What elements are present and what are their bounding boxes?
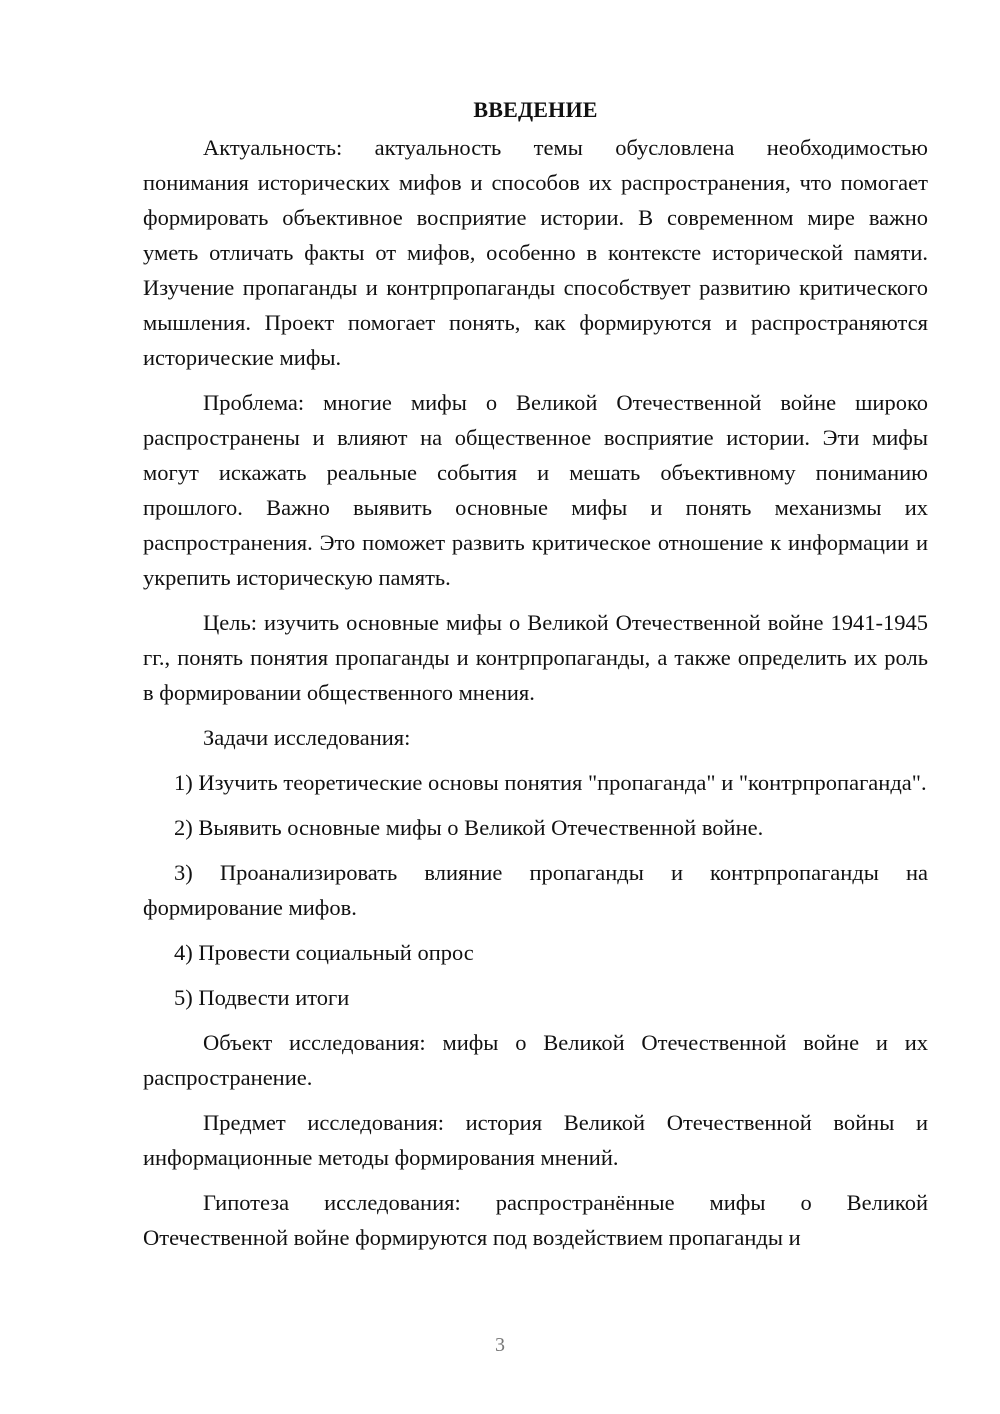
paragraph-goal: Цель: изучить основные мифы о Великой Отечественной войне 1941-1945 гг., понять понятия пропаганды и контрпропаганды, а также определить их роль в формировании общественного мнения. [143,610,928,705]
task-item-1: 1) Изучить теоретические основы понятия "пропаганда" и "контрпропаганда". [174,770,927,795]
paragraph-relevance: Актуальность: актуальность темы обусловлена необходимостью понимания исторических мифов и способов их распространения, что помогает формировать объективное восприятие истории. В современном мире важно уметь отличать факты от мифов, особенно в контексте исторической памяти. Изучение пропаганды и контрпропаганды способствует развитию критического мышления. Проект помогает понять, как формируются и распространяются исторические мифы. [143,135,928,370]
paragraph-tasks-heading: Задачи исследования: [203,725,411,750]
paragraph-subject: Предмет исследования: история Великой Отечественной войны и информационные методы формирования мнений. [143,1110,928,1170]
task-item-4: 4) Провести социальный опрос [174,940,474,965]
task-item-3: 3) Проанализировать влияние пропаганды и контрпропаганды на формирование мифов. [143,860,928,920]
paragraph-object: Объект исследования: мифы о Великой Отечественной войне и их распространение. [143,1030,928,1090]
page-content [143,92,928,1265]
page-number: 3 [495,1334,505,1356]
page-title: ВВЕДЕНИЕ [473,97,598,122]
paragraph-problem: Проблема: многие мифы о Великой Отечественной войне широко распространены и влияют на общественное восприятие истории. Эти мифы могут искажать реальные события и мешать объективному пониманию прошлого. Важно выявить основные мифы и понять механизмы их распространения. Это поможет развить критическое отношение к информации и укрепить историческую память. [143,390,928,590]
task-item-2: 2) Выявить основные мифы о Великой Отечественной войне. [174,815,764,840]
task-item-5: 5) Подвести итоги [174,985,350,1010]
paragraph-hypothesis: Гипотеза исследования: распространённые мифы о Великой Отечественной войне формируются под воздействием пропаганды и [143,1190,928,1250]
